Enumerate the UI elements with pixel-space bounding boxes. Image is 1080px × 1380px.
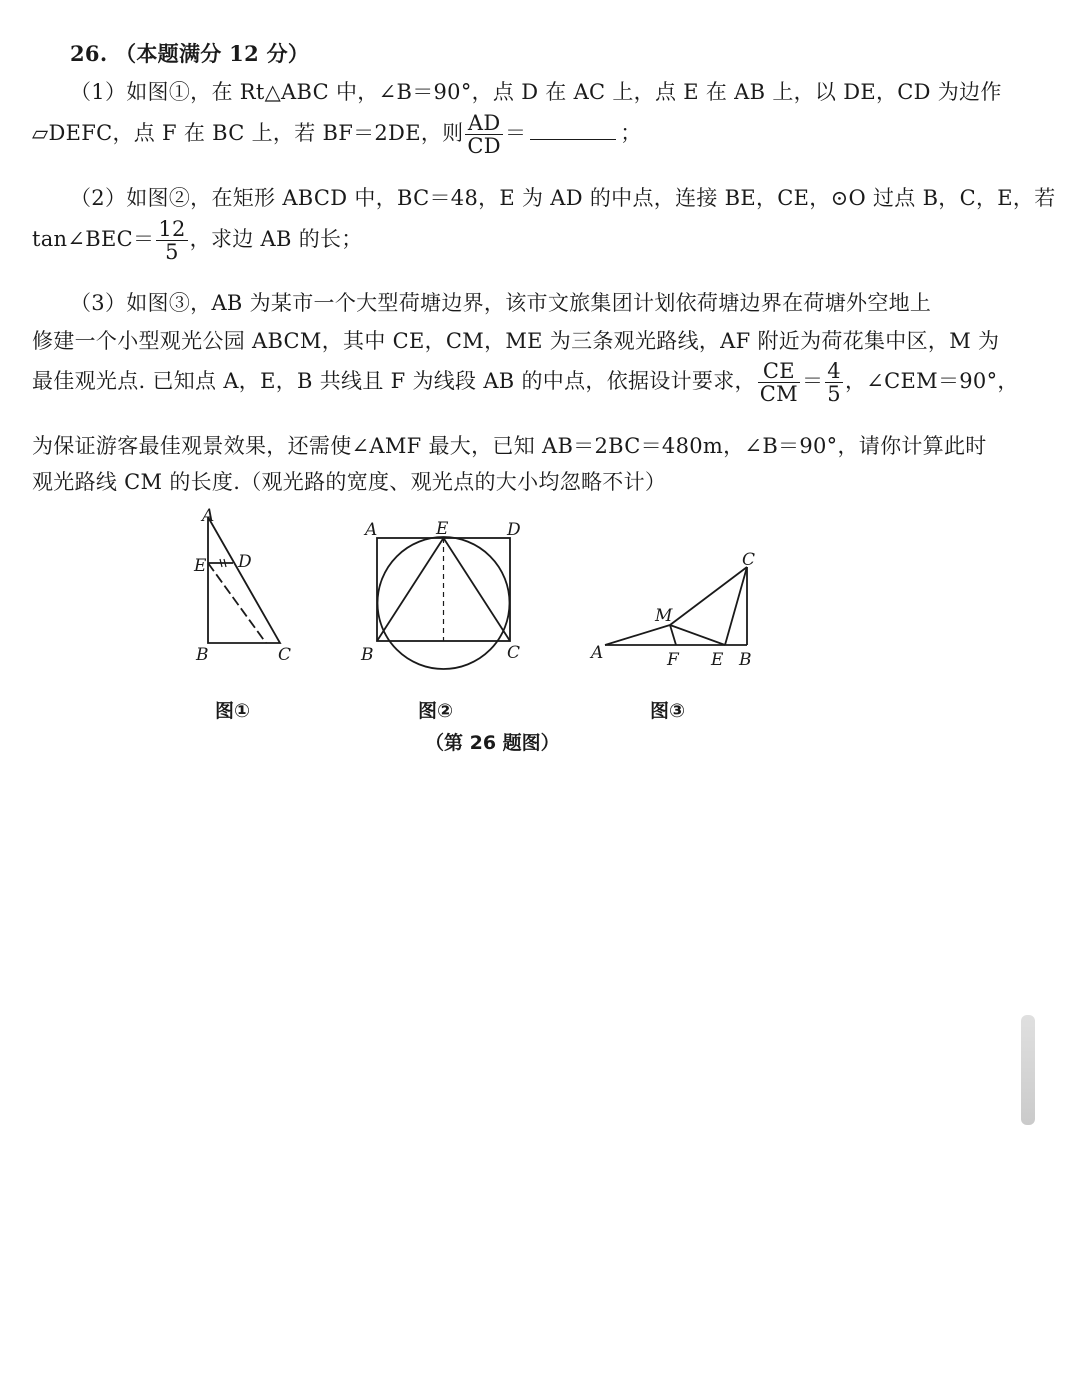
part2-line1: （2）如图②，在矩形 ABCD 中，BC＝48，E 为 AD 的中点，连接 BE，CE，⊙O 过点 B，C，E，若 bbox=[70, 186, 1056, 210]
fig3-segment-ce bbox=[725, 567, 747, 645]
fig3-segment-am bbox=[605, 625, 670, 645]
fig3-label-f: F bbox=[667, 650, 679, 670]
ratio-ad-cd bbox=[465, 112, 503, 157]
fig2-segment-be bbox=[377, 538, 444, 641]
part2-line2 bbox=[32, 218, 363, 263]
ce-cm-fraction bbox=[758, 360, 800, 405]
part3-line3 bbox=[32, 360, 1019, 405]
fig3-caption: 图③ bbox=[650, 700, 686, 722]
part3-line3-end: ，∠CEM＝90°， bbox=[844, 369, 1019, 394]
fig3-segment-me bbox=[670, 625, 725, 645]
fig3-label-m: M bbox=[655, 606, 673, 626]
fig1-triangle-abc bbox=[208, 517, 280, 643]
ce-numerator: CE bbox=[758, 360, 800, 383]
equals-sign: ＝ bbox=[504, 121, 527, 146]
four-numerator: 4 bbox=[827, 359, 841, 383]
ratio-denominator: CD bbox=[467, 134, 501, 159]
fig2-label-b: B bbox=[361, 645, 374, 665]
figure-1 bbox=[180, 505, 310, 675]
part2-end: ，求边 AB 的长； bbox=[189, 227, 363, 252]
fig2-label-c: C bbox=[507, 643, 521, 663]
part1-line2 bbox=[32, 112, 642, 157]
fig1-label-c: C bbox=[278, 645, 292, 665]
tan-text: tan∠BEC＝ bbox=[32, 227, 155, 252]
part3-line5: 观光路线 CM 的长度.（观光路的宽度、观光点的大小均忽略不计） bbox=[32, 470, 667, 494]
four-fifths-fraction bbox=[825, 360, 843, 405]
question-header: 26. （本题满分 12 分） bbox=[70, 41, 310, 66]
fig2-label-e: E bbox=[436, 519, 449, 539]
cm-denominator: CM bbox=[759, 382, 798, 407]
fig2-rectangle-abcd bbox=[377, 538, 510, 641]
fig1-label-e: E bbox=[194, 556, 207, 576]
tan-numerator: 12 bbox=[158, 217, 186, 241]
fig1-label-d: D bbox=[238, 552, 252, 572]
part3-line2: 修建一个小型观光公园 ABCM，其中 CE，CM，ME 为三条观光路线，AF 附近为荷花集中区，M 为 bbox=[32, 329, 1000, 353]
fig3-label-e: E bbox=[711, 650, 724, 670]
fig3-segment-mf bbox=[670, 625, 676, 645]
fig2-label-d: D bbox=[507, 520, 521, 540]
five-denominator: 5 bbox=[827, 382, 841, 407]
scrollbar-thumb[interactable] bbox=[1021, 1015, 1035, 1125]
fig3-label-c: C bbox=[742, 550, 756, 570]
answer-blank bbox=[530, 139, 616, 140]
part1-line2-text: ▱DEFC，点 F 在 BC 上，若 BF＝2DE，则 bbox=[32, 121, 464, 146]
part3-line3-text: 最佳观光点. 已知点 A，E，B 共线且 F 为线段 AB 的中点，依据设计要求， bbox=[32, 369, 756, 394]
fig2-caption: 图② bbox=[418, 700, 454, 722]
figure-group-caption: （第 26 题图） bbox=[425, 732, 560, 754]
fig3-label-b: B bbox=[739, 650, 752, 670]
fig3-label-a: A bbox=[591, 643, 604, 663]
fig1-label-a: A bbox=[202, 506, 215, 526]
part3-line1: （3）如图③，AB 为某市一个大型荷塘边界，该市文旅集团计划依荷塘边界在荷塘外空地上 bbox=[70, 291, 932, 315]
tan-fraction bbox=[156, 218, 187, 263]
part3-line4: 为保证游客最佳观景效果，还需使∠AMF 最大，已知 AB＝2BC＝480m，∠B＝90°，请你计算此时 bbox=[32, 434, 987, 458]
ratio-numerator: AD bbox=[465, 112, 503, 135]
fig3-segment-cm bbox=[670, 567, 747, 625]
part1-end: ； bbox=[620, 121, 642, 146]
fig2-label-a: A bbox=[365, 520, 378, 540]
fig1-label-b: B bbox=[196, 645, 209, 665]
part1-line1: （1）如图①，在 Rt△ABC 中，∠B＝90°，点 D 在 AC 上，点 E 在 AB 上，以 DE，CD 为边作 bbox=[70, 80, 1002, 104]
figure-2 bbox=[355, 510, 535, 670]
figure-3 bbox=[585, 545, 770, 675]
fig1-caption: 图① bbox=[215, 700, 251, 722]
tan-denominator: 5 bbox=[165, 240, 179, 265]
fig2-segment-ce bbox=[444, 538, 511, 641]
ratio-equals: ＝ bbox=[801, 369, 824, 394]
